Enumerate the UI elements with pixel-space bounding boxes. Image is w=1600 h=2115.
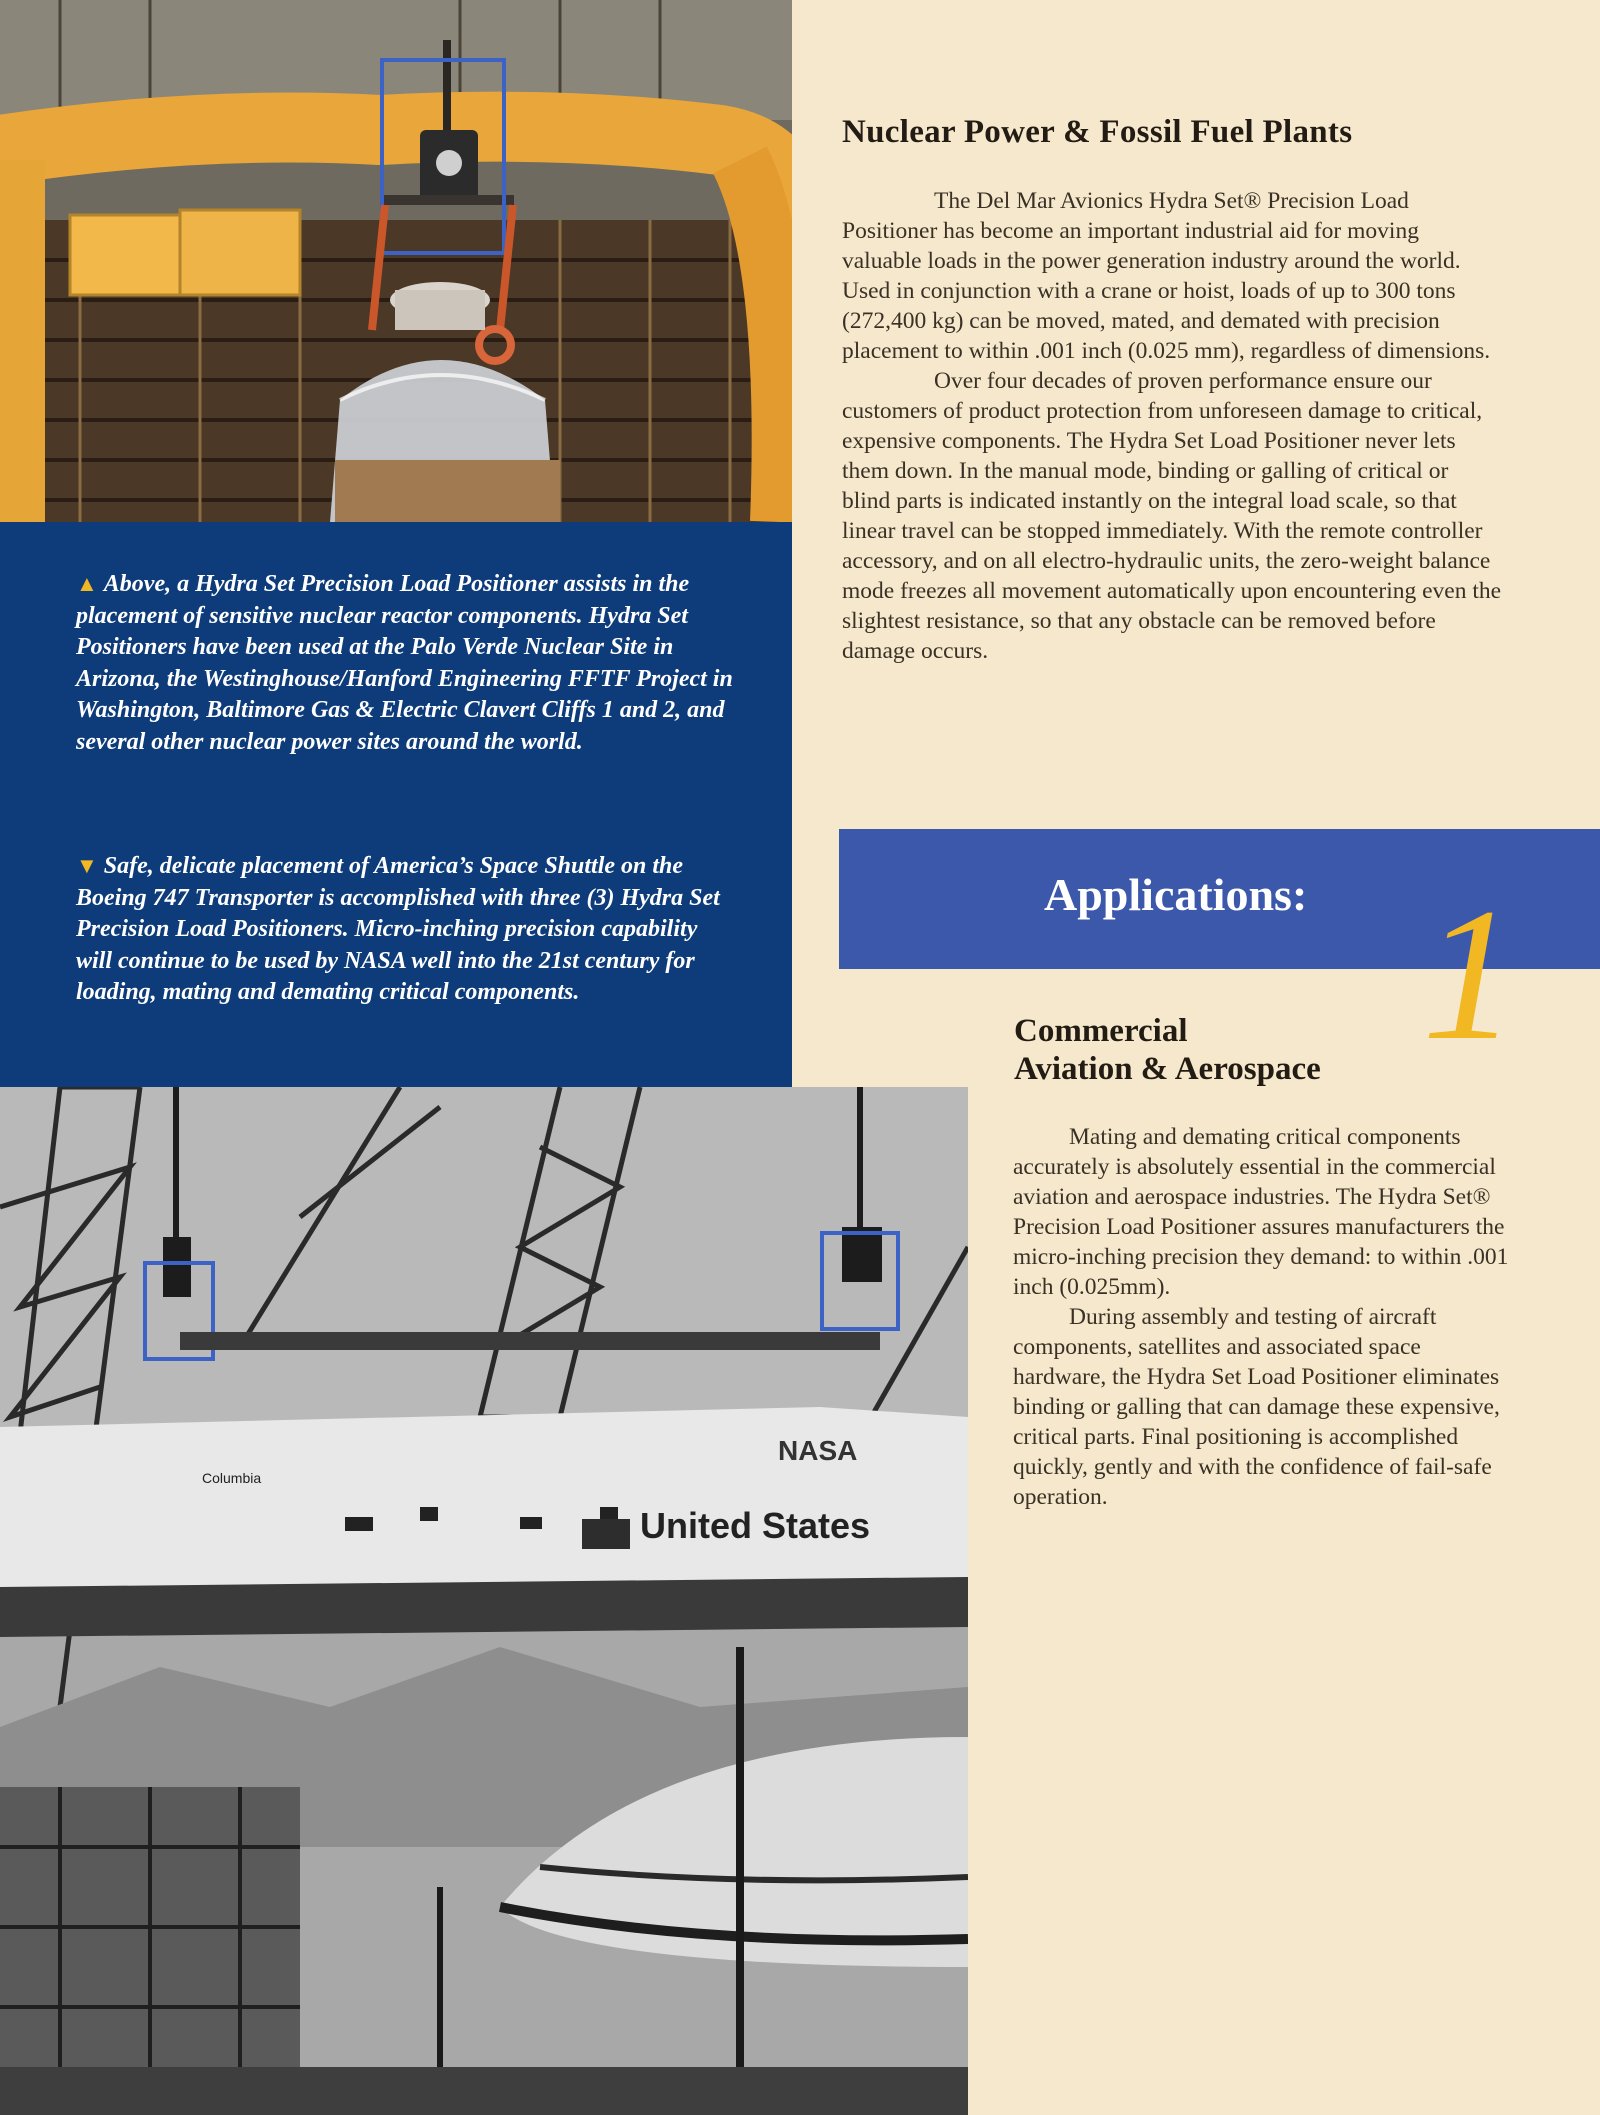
nuclear-heading: Nuclear Power & Fossil Fuel Plants	[842, 114, 1353, 150]
nuclear-plant-photo	[0, 0, 792, 522]
aviation-paragraph-2: During assembly and testing of aircraft components, satellites and associated space hardware, the Hydra Set Load Positioner eliminates binding or galling that can damage these expensive, critical parts. Final positioning is accomplished quickly, gently and with the confidence of fail-safe operation.	[1013, 1304, 1500, 1510]
caption-panel	[0, 522, 792, 1087]
aviation-heading-line-2: Aviation & Aerospace	[1014, 1051, 1321, 1087]
nuclear-plant-illustration	[0, 0, 792, 522]
aviation-body	[1013, 1122, 1513, 1512]
caption-below-text: Safe, delicate placement of America’s Space Shuttle on the Boeing 747 Transporter is accomplished with three (3) Hydra Set Precision Load Positioners. Micro-inching precision capability will continue to be used by NASA well into the 21st century for loading, mating and demating critical components.	[76, 853, 720, 1005]
nasa-logo: NASA	[778, 1435, 858, 1466]
aviation-paragraph-1: Mating and demating critical components accurately is absolutely essential in the commercial aviation and aerospace industries. The Hydra Set® Precision Load Positioner assures manufacturers the micro-inching precision they demand: to within .001 inch (0.025mm).	[1013, 1124, 1509, 1300]
aviation-heading	[1014, 1012, 1321, 1088]
nuclear-body	[842, 186, 1502, 666]
columbia-label: Columbia	[202, 1470, 262, 1486]
united-states-label: United States	[640, 1505, 871, 1546]
triangle-down-icon: ▼	[76, 853, 98, 878]
applications-number: 1	[1422, 870, 1517, 1080]
caption-above-text: Above, a Hydra Set Precision Load Positioner assists in the placement of sensitive nuclear reactor components. Hydra Set Positioners have been used at the Palo Verde Nuclear Site in Arizona, the Westinghouse/Hanford Engineering FFTF Project in Washington, Baltimore Gas & Electric Clavert Cliffs 1 and 2, and several other nuclear power sites around the world.	[76, 571, 733, 755]
caption-below	[76, 850, 738, 1009]
shuttle-photo	[0, 1087, 968, 2115]
applications-title: Applications:	[1044, 869, 1308, 920]
nuclear-paragraph-2: Over four decades of proven performance ensure our customers of product protection from unforeseen damage to critical, expensive components. The Hydra Set Load Positioner never lets them down. In the manual mode, binding or galling of critical or blind parts is indicated instantly on the integral load scale, so that linear travel can be stopped immediately. With the remote controller accessory, and on all electro-hydraulic units, the zero-weight balance mode freezes all movement automatically upon encountering even the slightest resistance, so that any obstacle can be removed before damage occurs.	[842, 368, 1502, 664]
caption-above	[76, 568, 738, 758]
shuttle-illustration	[0, 1087, 968, 2115]
triangle-up-icon: ▲	[76, 571, 98, 596]
aviation-heading-line-1: Commercial	[1014, 1013, 1188, 1049]
nuclear-paragraph-1: The Del Mar Avionics Hydra Set® Precision Load Positioner has become an important industrial aid for moving valuable loads in the power generation industry around the world. Used in conjunction with a crane or hoist, loads of up to 300 tons (272,400 kg) can be moved, mated, and demated with precision placement to within .001 inch (0.025 mm), regardless of dimensions.	[842, 188, 1491, 364]
